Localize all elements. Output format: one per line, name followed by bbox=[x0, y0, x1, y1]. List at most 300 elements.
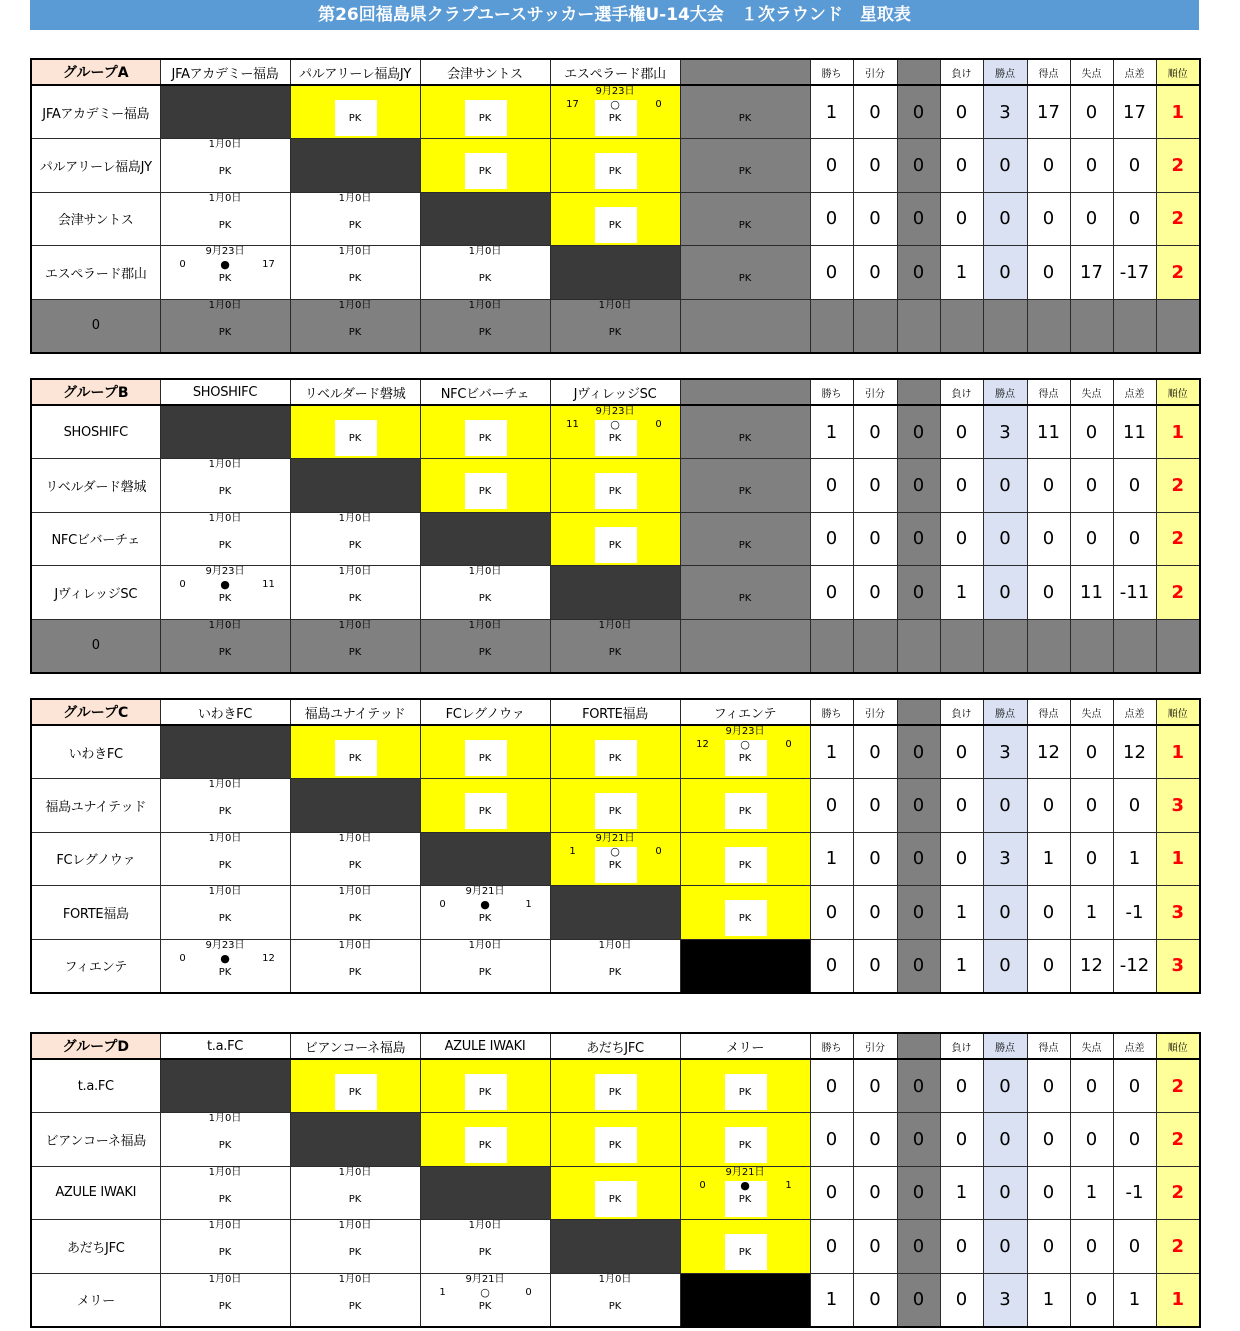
losses-header: 負け bbox=[940, 59, 983, 85]
match-cell bbox=[680, 1113, 810, 1167]
match-cell-content bbox=[681, 726, 810, 777]
team-row bbox=[31, 459, 1200, 513]
draws-value: 0 bbox=[853, 139, 897, 193]
points-value: 0 bbox=[983, 512, 1027, 566]
blank-stat-value bbox=[897, 619, 940, 673]
self-match-cell bbox=[420, 832, 550, 886]
goal-diff-value: 0 bbox=[1113, 1220, 1156, 1274]
match-cell bbox=[420, 85, 550, 139]
match-cell bbox=[550, 832, 680, 886]
column-team-name: リベルダード磐城 bbox=[290, 379, 420, 405]
match-cell-content bbox=[421, 1274, 550, 1325]
pk-label: PK bbox=[218, 859, 232, 871]
draws-value: 0 bbox=[853, 1059, 897, 1113]
team-row bbox=[31, 566, 1200, 620]
row-team-name: フィエンテ bbox=[31, 939, 160, 993]
match-cell-content bbox=[161, 726, 290, 777]
rank-value: 3 bbox=[1156, 779, 1200, 833]
score-against: 11 bbox=[262, 579, 275, 590]
losses-value: 0 bbox=[940, 459, 983, 513]
pk-label: PK bbox=[218, 326, 232, 338]
goals-against-value bbox=[1070, 299, 1113, 353]
blank-stat-value: 0 bbox=[897, 405, 940, 459]
match-cell-content bbox=[291, 566, 420, 617]
match-cell bbox=[680, 886, 810, 940]
wins-value: 0 bbox=[810, 939, 853, 993]
points-value: 0 bbox=[983, 1059, 1027, 1113]
wins-value bbox=[810, 619, 853, 673]
draws-value bbox=[853, 299, 897, 353]
pk-label: PK bbox=[348, 646, 362, 658]
match-cell-content bbox=[161, 566, 290, 617]
match-cell-content bbox=[551, 1060, 680, 1111]
pk-label: PK bbox=[348, 1193, 362, 1205]
points-header: 勝点 bbox=[983, 1033, 1027, 1059]
match-date: 9月23日 bbox=[205, 246, 245, 257]
rank-value: 1 bbox=[1156, 405, 1200, 459]
match-cell-content bbox=[681, 1220, 810, 1271]
goals-for-value: 17 bbox=[1027, 85, 1070, 139]
column-team-name: SHOSHIFC bbox=[160, 379, 290, 405]
goals-for-header: 得点 bbox=[1027, 699, 1070, 725]
match-cell-content bbox=[551, 940, 680, 991]
score-against: 0 bbox=[655, 419, 662, 430]
team-row bbox=[31, 512, 1200, 566]
goals-for-value: 0 bbox=[1027, 459, 1070, 513]
row-team-name: あだちJFC bbox=[31, 1220, 160, 1274]
blank-stat-header bbox=[897, 59, 940, 85]
group-header-row bbox=[31, 379, 1200, 405]
points-value: 0 bbox=[983, 1113, 1027, 1167]
match-cell-content bbox=[421, 459, 550, 510]
group-table-body bbox=[31, 59, 1200, 353]
match-cell bbox=[550, 85, 680, 139]
match-cell bbox=[680, 85, 810, 139]
team-row bbox=[31, 1166, 1200, 1220]
goal-diff-value: -1 bbox=[1113, 886, 1156, 940]
score-for: 17 bbox=[566, 99, 579, 110]
match-cell-content bbox=[291, 513, 420, 564]
pk-label: PK bbox=[478, 646, 492, 658]
match-cell-content bbox=[291, 726, 420, 777]
pk-label: PK bbox=[738, 1193, 752, 1205]
team-row bbox=[31, 246, 1200, 300]
blank-stat-value: 0 bbox=[897, 1113, 940, 1167]
rank-value: 1 bbox=[1156, 725, 1200, 779]
points-value: 0 bbox=[983, 779, 1027, 833]
row-team-name: t.a.FC bbox=[31, 1059, 160, 1113]
match-cell bbox=[160, 619, 290, 673]
match-date: 1月0日 bbox=[338, 1166, 372, 1178]
match-cell-content bbox=[161, 246, 290, 297]
pk-label: PK bbox=[478, 1140, 492, 1151]
wins-value: 0 bbox=[810, 246, 853, 300]
match-cell bbox=[290, 512, 420, 566]
draws-value: 0 bbox=[853, 405, 897, 459]
goals-for-value: 0 bbox=[1027, 1166, 1070, 1220]
losses-value: 1 bbox=[940, 939, 983, 993]
wins-header: 勝ち bbox=[810, 59, 853, 85]
rank-value bbox=[1156, 619, 1200, 673]
result-mark: ● bbox=[220, 578, 230, 591]
match-cell bbox=[550, 939, 680, 993]
rank-value: 1 bbox=[1156, 85, 1200, 139]
rank-value: 2 bbox=[1156, 459, 1200, 513]
match-cell bbox=[420, 1113, 550, 1167]
goals-against-value: 12 bbox=[1070, 939, 1113, 993]
goals-against-value: 0 bbox=[1070, 85, 1113, 139]
goals-for-header: 得点 bbox=[1027, 59, 1070, 85]
team-row bbox=[31, 1113, 1200, 1167]
goals-against-header: 失点 bbox=[1070, 379, 1113, 405]
blank-stat-value: 0 bbox=[897, 139, 940, 193]
losses-value: 0 bbox=[940, 1113, 983, 1167]
pk-label: PK bbox=[608, 1087, 622, 1098]
match-cell-content bbox=[681, 459, 810, 510]
self-match-cell bbox=[550, 246, 680, 300]
blank-stat-value: 0 bbox=[897, 1166, 940, 1220]
pk-label: PK bbox=[348, 753, 362, 764]
goals-for-value: 0 bbox=[1027, 246, 1070, 300]
self-match-cell bbox=[160, 85, 290, 139]
match-cell-content bbox=[161, 1113, 290, 1164]
match-cell-content bbox=[291, 1113, 420, 1164]
draws-value: 0 bbox=[853, 886, 897, 940]
column-team-name: AZULE IWAKI bbox=[420, 1033, 550, 1059]
row-team-name: エスペラード郡山 bbox=[31, 246, 160, 300]
match-cell bbox=[420, 566, 550, 620]
column-team-name: FORTE福島 bbox=[550, 699, 680, 725]
match-cell bbox=[160, 246, 290, 300]
match-cell-content bbox=[421, 1220, 550, 1271]
column-team-name: t.a.FC bbox=[160, 1033, 290, 1059]
match-cell bbox=[160, 832, 290, 886]
draws-value bbox=[853, 619, 897, 673]
draws-value: 0 bbox=[853, 566, 897, 620]
pk-label: PK bbox=[738, 1247, 752, 1258]
match-date: 1月0日 bbox=[338, 512, 372, 524]
pk-label: PK bbox=[218, 1300, 232, 1312]
match-date: 1月0日 bbox=[468, 1220, 502, 1231]
wins-header: 勝ち bbox=[810, 699, 853, 725]
row-team-name: 0 bbox=[31, 619, 160, 673]
pk-label: PK bbox=[348, 539, 362, 551]
pk-label: PK bbox=[348, 219, 362, 231]
pk-label: PK bbox=[218, 1140, 232, 1151]
score-for: 0 bbox=[439, 899, 446, 910]
match-cell bbox=[290, 85, 420, 139]
self-match-cell bbox=[420, 192, 550, 246]
match-date: 1月0日 bbox=[468, 299, 502, 311]
blank-cell bbox=[680, 299, 810, 353]
column-team-name: JFAアカデミー福島 bbox=[160, 59, 290, 85]
match-cell-content bbox=[551, 193, 680, 244]
goals-against-value: 17 bbox=[1070, 246, 1113, 300]
match-cell bbox=[160, 939, 290, 993]
score-for: 11 bbox=[566, 419, 579, 430]
goals-for-value: 1 bbox=[1027, 1273, 1070, 1327]
match-cell-content bbox=[161, 886, 290, 937]
pk-label: PK bbox=[608, 646, 622, 658]
goals-for-value: 0 bbox=[1027, 139, 1070, 193]
match-cell-content bbox=[421, 139, 550, 190]
match-date: 1月0日 bbox=[598, 299, 632, 311]
goals-against-value: 0 bbox=[1070, 1220, 1113, 1274]
goal-diff-value bbox=[1113, 299, 1156, 353]
score-against: 1 bbox=[525, 899, 532, 910]
goals-against-value: 11 bbox=[1070, 566, 1113, 620]
goals-for-value: 12 bbox=[1027, 725, 1070, 779]
wins-value: 1 bbox=[810, 405, 853, 459]
blank-stat-value: 0 bbox=[897, 1273, 940, 1327]
match-date: 1月0日 bbox=[208, 1166, 242, 1178]
page-title: 第26回福島県クラブユースサッカー選手権U-14大会 １次ラウンド 星取表 bbox=[318, 5, 911, 25]
group-header-row bbox=[31, 1033, 1200, 1059]
losses-value: 1 bbox=[940, 566, 983, 620]
match-cell bbox=[420, 779, 550, 833]
team-row bbox=[31, 405, 1200, 459]
self-match-cell bbox=[290, 779, 420, 833]
wins-value: 0 bbox=[810, 139, 853, 193]
score-for: 1 bbox=[439, 1286, 446, 1298]
blank-stat-header bbox=[897, 699, 940, 725]
match-date: 1月0日 bbox=[338, 299, 372, 311]
goal-diff-header: 点差 bbox=[1113, 59, 1156, 85]
draws-value: 0 bbox=[853, 459, 897, 513]
losses-value: 0 bbox=[940, 1220, 983, 1274]
score-against: 17 bbox=[262, 259, 275, 270]
match-date: 1月0日 bbox=[208, 1113, 242, 1124]
pk-label: PK bbox=[348, 966, 362, 978]
pk-label: PK bbox=[738, 486, 752, 497]
losses-value: 1 bbox=[940, 886, 983, 940]
group-header-row bbox=[31, 59, 1200, 85]
losses-header: 負け bbox=[940, 379, 983, 405]
column-team-name bbox=[680, 59, 810, 85]
match-cell bbox=[420, 619, 550, 673]
team-row bbox=[31, 299, 1200, 353]
match-cell-content bbox=[421, 193, 550, 244]
result-mark: ● bbox=[480, 898, 490, 911]
losses-value bbox=[940, 619, 983, 673]
wins-value bbox=[810, 299, 853, 353]
draws-value: 0 bbox=[853, 725, 897, 779]
group-table bbox=[30, 1032, 1201, 1328]
row-team-name: JヴィレッジSC bbox=[31, 566, 160, 620]
team-row bbox=[31, 1273, 1200, 1327]
blank-stat-value: 0 bbox=[897, 459, 940, 513]
match-cell-content bbox=[421, 1167, 550, 1218]
match-cell-content bbox=[161, 406, 290, 457]
pk-label: PK bbox=[348, 913, 362, 924]
blank-stat-value: 0 bbox=[897, 779, 940, 833]
match-cell-content bbox=[421, 886, 550, 937]
match-date: 9月21日 bbox=[465, 886, 505, 897]
match-cell bbox=[160, 1166, 290, 1220]
column-team-name: メリー bbox=[680, 1033, 810, 1059]
blank-stat-value bbox=[897, 299, 940, 353]
score-against: 12 bbox=[262, 952, 275, 964]
team-row bbox=[31, 779, 1200, 833]
match-date: 1月0日 bbox=[338, 832, 372, 844]
goals-for-value: 0 bbox=[1027, 886, 1070, 940]
match-cell-content bbox=[681, 1167, 810, 1218]
losses-value: 1 bbox=[940, 1166, 983, 1220]
match-cell-content bbox=[551, 513, 680, 564]
row-team-name: 福島ユナイテッド bbox=[31, 779, 160, 833]
match-cell-content bbox=[161, 86, 290, 137]
rank-value: 2 bbox=[1156, 512, 1200, 566]
wins-value: 0 bbox=[810, 192, 853, 246]
match-cell-content bbox=[681, 139, 810, 190]
match-cell bbox=[290, 1220, 420, 1274]
rank-value: 3 bbox=[1156, 886, 1200, 940]
result-mark: ● bbox=[220, 258, 230, 271]
match-cell bbox=[680, 832, 810, 886]
goal-diff-value: 1 bbox=[1113, 1273, 1156, 1327]
draws-header: 引分 bbox=[853, 379, 897, 405]
team-row bbox=[31, 1059, 1200, 1113]
wins-value: 0 bbox=[810, 1166, 853, 1220]
match-cell-content bbox=[551, 139, 680, 190]
match-date: 9月21日 bbox=[595, 832, 635, 844]
match-cell-content bbox=[421, 86, 550, 137]
match-cell-content bbox=[551, 1274, 680, 1325]
score-for: 0 bbox=[179, 579, 186, 590]
match-cell bbox=[290, 192, 420, 246]
self-match-cell bbox=[420, 512, 550, 566]
match-cell-content bbox=[681, 886, 810, 937]
match-cell-content bbox=[161, 620, 290, 671]
group-table bbox=[30, 378, 1201, 674]
match-cell bbox=[550, 192, 680, 246]
pk-label: PK bbox=[218, 913, 232, 924]
losses-value: 0 bbox=[940, 512, 983, 566]
match-cell bbox=[680, 566, 810, 620]
match-cell-content bbox=[291, 300, 420, 351]
match-date: 1月0日 bbox=[208, 512, 242, 524]
wins-value: 0 bbox=[810, 566, 853, 620]
match-cell-content bbox=[421, 779, 550, 830]
points-value: 0 bbox=[983, 939, 1027, 993]
blank-stat-value: 0 bbox=[897, 85, 940, 139]
pk-label: PK bbox=[218, 1247, 232, 1258]
losses-value: 0 bbox=[940, 405, 983, 459]
goals-for-value bbox=[1027, 299, 1070, 353]
match-cell bbox=[550, 139, 680, 193]
row-team-name: メリー bbox=[31, 1273, 160, 1327]
points-value: 0 bbox=[983, 139, 1027, 193]
match-cell-content bbox=[291, 246, 420, 297]
score-against: 1 bbox=[785, 1179, 792, 1191]
match-cell bbox=[550, 1113, 680, 1167]
draws-value: 0 bbox=[853, 1273, 897, 1327]
self-match-cell bbox=[550, 886, 680, 940]
pk-label: PK bbox=[608, 539, 622, 551]
points-value: 0 bbox=[983, 1166, 1027, 1220]
pk-label: PK bbox=[738, 113, 752, 124]
goals-against-value: 0 bbox=[1070, 139, 1113, 193]
blank-stat-value: 0 bbox=[897, 1220, 940, 1274]
rank-value: 2 bbox=[1156, 1220, 1200, 1274]
match-date: 9月23日 bbox=[595, 86, 635, 97]
rank-value: 1 bbox=[1156, 1273, 1200, 1327]
wins-value: 0 bbox=[810, 459, 853, 513]
goal-diff-value: 12 bbox=[1113, 725, 1156, 779]
match-cell bbox=[680, 139, 810, 193]
match-cell-content bbox=[291, 1060, 420, 1111]
match-cell bbox=[550, 459, 680, 513]
rank-value: 2 bbox=[1156, 566, 1200, 620]
match-cell-content bbox=[681, 193, 810, 244]
match-cell-content bbox=[161, 779, 290, 830]
wins-value: 0 bbox=[810, 1220, 853, 1274]
match-cell bbox=[160, 886, 290, 940]
goal-diff-value: -11 bbox=[1113, 566, 1156, 620]
match-cell bbox=[290, 405, 420, 459]
pk-label: PK bbox=[738, 539, 752, 551]
losses-value: 0 bbox=[940, 192, 983, 246]
pk-label: PK bbox=[478, 166, 492, 177]
goal-diff-value: 17 bbox=[1113, 85, 1156, 139]
goals-for-value: 0 bbox=[1027, 566, 1070, 620]
match-cell bbox=[290, 1166, 420, 1220]
score-for: 12 bbox=[696, 739, 709, 750]
match-cell bbox=[290, 246, 420, 300]
match-cell-content bbox=[681, 620, 810, 671]
match-date: 9月23日 bbox=[205, 939, 245, 951]
match-date: 1月0日 bbox=[208, 459, 242, 470]
blank-stat-value: 0 bbox=[897, 886, 940, 940]
match-date: 1月0日 bbox=[208, 299, 242, 311]
rank-header: 順位 bbox=[1156, 1033, 1200, 1059]
row-team-name: リベルダード磐城 bbox=[31, 459, 160, 513]
losses-value: 0 bbox=[940, 1273, 983, 1327]
match-cell bbox=[290, 566, 420, 620]
match-cell-content bbox=[681, 86, 810, 137]
match-cell-content bbox=[681, 406, 810, 457]
team-row bbox=[31, 886, 1200, 940]
wins-value: 0 bbox=[810, 1113, 853, 1167]
draws-value: 0 bbox=[853, 1113, 897, 1167]
rank-value: 1 bbox=[1156, 832, 1200, 886]
match-date: 1月0日 bbox=[208, 1220, 242, 1231]
match-date: 1月0日 bbox=[598, 619, 632, 631]
match-date: 1月0日 bbox=[338, 246, 372, 257]
losses-value bbox=[940, 299, 983, 353]
match-cell bbox=[680, 1166, 810, 1220]
goal-diff-value: 0 bbox=[1113, 1113, 1156, 1167]
self-match-cell bbox=[550, 1220, 680, 1274]
rank-header: 順位 bbox=[1156, 59, 1200, 85]
match-cell-content bbox=[161, 139, 290, 190]
match-cell-content bbox=[551, 406, 680, 457]
pk-label: PK bbox=[218, 219, 232, 231]
pk-label: PK bbox=[608, 1300, 622, 1312]
points-value: 0 bbox=[983, 566, 1027, 620]
match-date: 1月0日 bbox=[598, 939, 632, 951]
score-against: 0 bbox=[655, 845, 662, 857]
match-cell bbox=[420, 886, 550, 940]
losses-value: 0 bbox=[940, 832, 983, 886]
goals-against-value: 0 bbox=[1070, 1273, 1113, 1327]
score-for: 0 bbox=[699, 1179, 706, 1191]
pk-label: PK bbox=[478, 273, 492, 284]
rank-value: 3 bbox=[1156, 939, 1200, 993]
match-cell-content bbox=[291, 886, 420, 937]
goal-diff-value: 0 bbox=[1113, 1059, 1156, 1113]
match-cell-content bbox=[291, 406, 420, 457]
